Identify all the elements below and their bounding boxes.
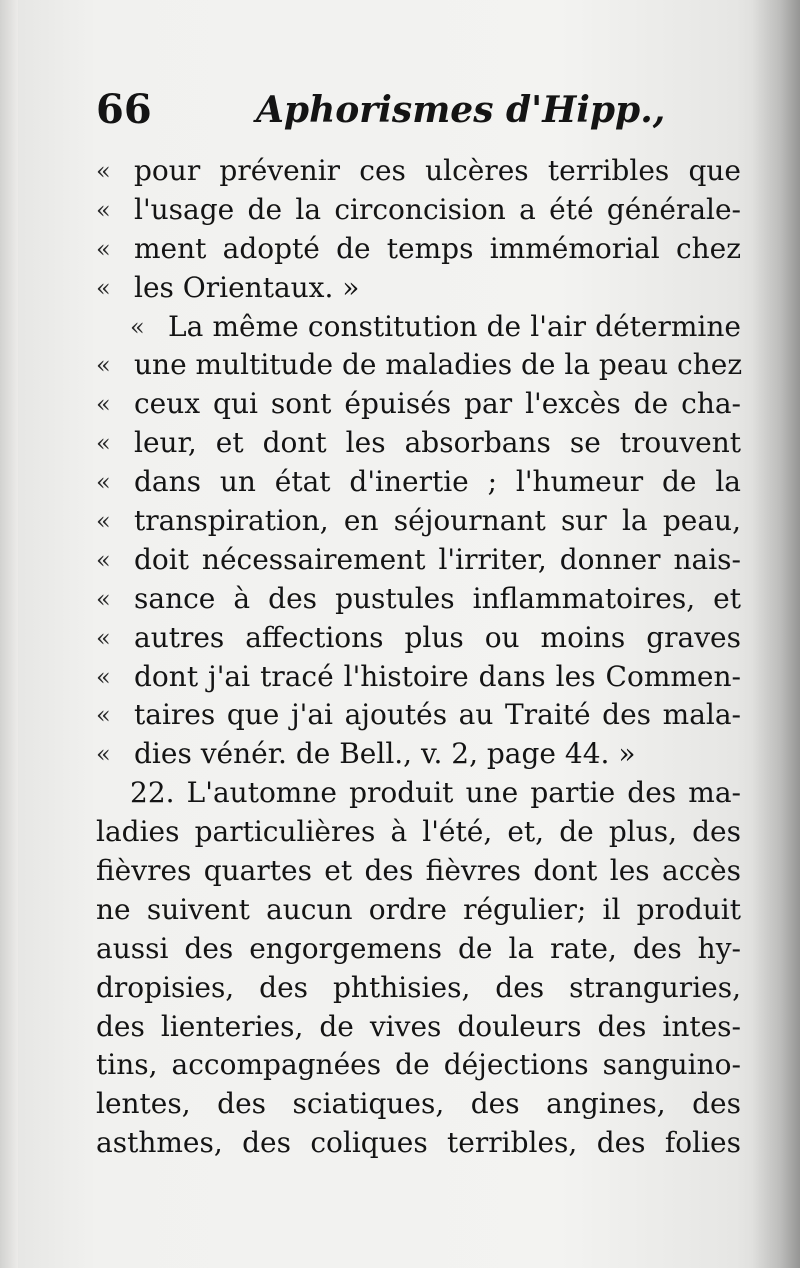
line-text: ladies particulières à l'été, et, de plus, des [96,815,741,849]
text-line [96,1085,741,1124]
text-line [96,658,741,697]
line-text: tins, accompagnées de déjections sanguino- [96,1048,741,1082]
quotation-mark: « [96,157,111,185]
quotation-mark: « [96,429,111,458]
text-line [96,541,741,580]
quotation-mark: « [130,312,145,341]
line-text: dont j'ai tracé l'histoire dans les Commen- [134,659,741,693]
text-line [96,891,741,930]
quotation-mark: « [96,351,111,380]
page-left-edge [0,0,18,1268]
text-line [96,969,741,1008]
line-text: aussi des engorgemens de la rate, des hy- [96,931,741,965]
text-line [96,580,741,619]
line-text: leur, et dont les absorbans se trouvent [134,426,741,460]
text-line [96,619,741,658]
text-line [96,463,741,502]
text-line [96,735,741,774]
page-gutter-shadow [752,0,800,1268]
line-text: ment adopté de temps immémorial chez [134,231,741,265]
text-line [96,230,741,269]
text-line [96,696,741,735]
line-text: des lienteries, de vives douleurs des intes- [96,1009,741,1043]
body-text [96,152,741,1163]
line-text: l'usage de la circoncision a été générale- [134,192,741,226]
line-text: dans un état d'inertie ; l'humeur de la [134,465,741,499]
line-text: transpiration, en séjournant sur la peau, [134,504,741,538]
text-line [96,774,741,813]
text-line [96,1124,741,1163]
text-line [96,1046,741,1085]
quotation-mark: « [96,468,111,497]
quotation-mark: « [96,662,111,691]
line-text: La même constitution de l'air détermine [168,309,741,343]
quotation-mark: « [96,545,111,574]
line-text: les Orientaux. » [134,270,360,304]
page-header [96,84,736,136]
text-line [96,152,741,191]
line-text: ceux qui sont épuisés par l'excès de cha- [134,387,741,421]
text-line [96,346,741,385]
text-line [96,852,741,891]
text-line [96,813,741,852]
text-line [96,930,741,969]
quotation-mark: « [96,584,111,613]
line-text: 22. L'automne produit une partie des ma- [130,776,741,810]
line-text: sance à des pustules inflammatoires, et [134,581,741,615]
quotation-mark: « [96,701,111,730]
quotation-mark: « [96,234,111,263]
line-text: doit nécessairement l'irriter, donner nais- [134,542,741,576]
line-text: fièvres quartes et des fièvres dont les accès [96,854,741,888]
quotation-mark: « [96,623,111,652]
line-text: une multitude de maladies de la peau chez [134,348,743,382]
text-line [96,502,741,541]
quotation-mark: « [96,507,111,536]
line-text: asthmes, des coliques terribles, des folies [96,1126,741,1160]
text-line [96,1008,741,1047]
text-line [96,308,741,347]
text-line [96,424,741,463]
quotation-mark: « [96,273,111,302]
text-line [96,269,741,308]
line-text: autres affections plus ou moins graves [134,620,741,654]
quotation-mark: « [96,195,111,224]
line-text: ne suivent aucun ordre régulier; il produit [96,892,741,926]
text-line [96,191,741,230]
line-text: pour prévenir ces ulcères terribles que [134,154,741,187]
page-number: 66 [96,86,152,133]
line-text: lentes, des sciatiques, des angines, des [96,1087,741,1121]
line-text: taires que j'ai ajoutés au Traité des mala- [134,698,741,732]
quotation-mark: « [96,740,111,769]
line-text: dies vénér. de Bell., v. 2, page 44. » [134,737,636,771]
running-head: Aphorismes d'Hipp., [256,89,666,131]
text-line [96,385,741,424]
line-text: dropisies, des phthisies, des stranguries, [96,970,741,1004]
quotation-mark: « [96,390,111,419]
